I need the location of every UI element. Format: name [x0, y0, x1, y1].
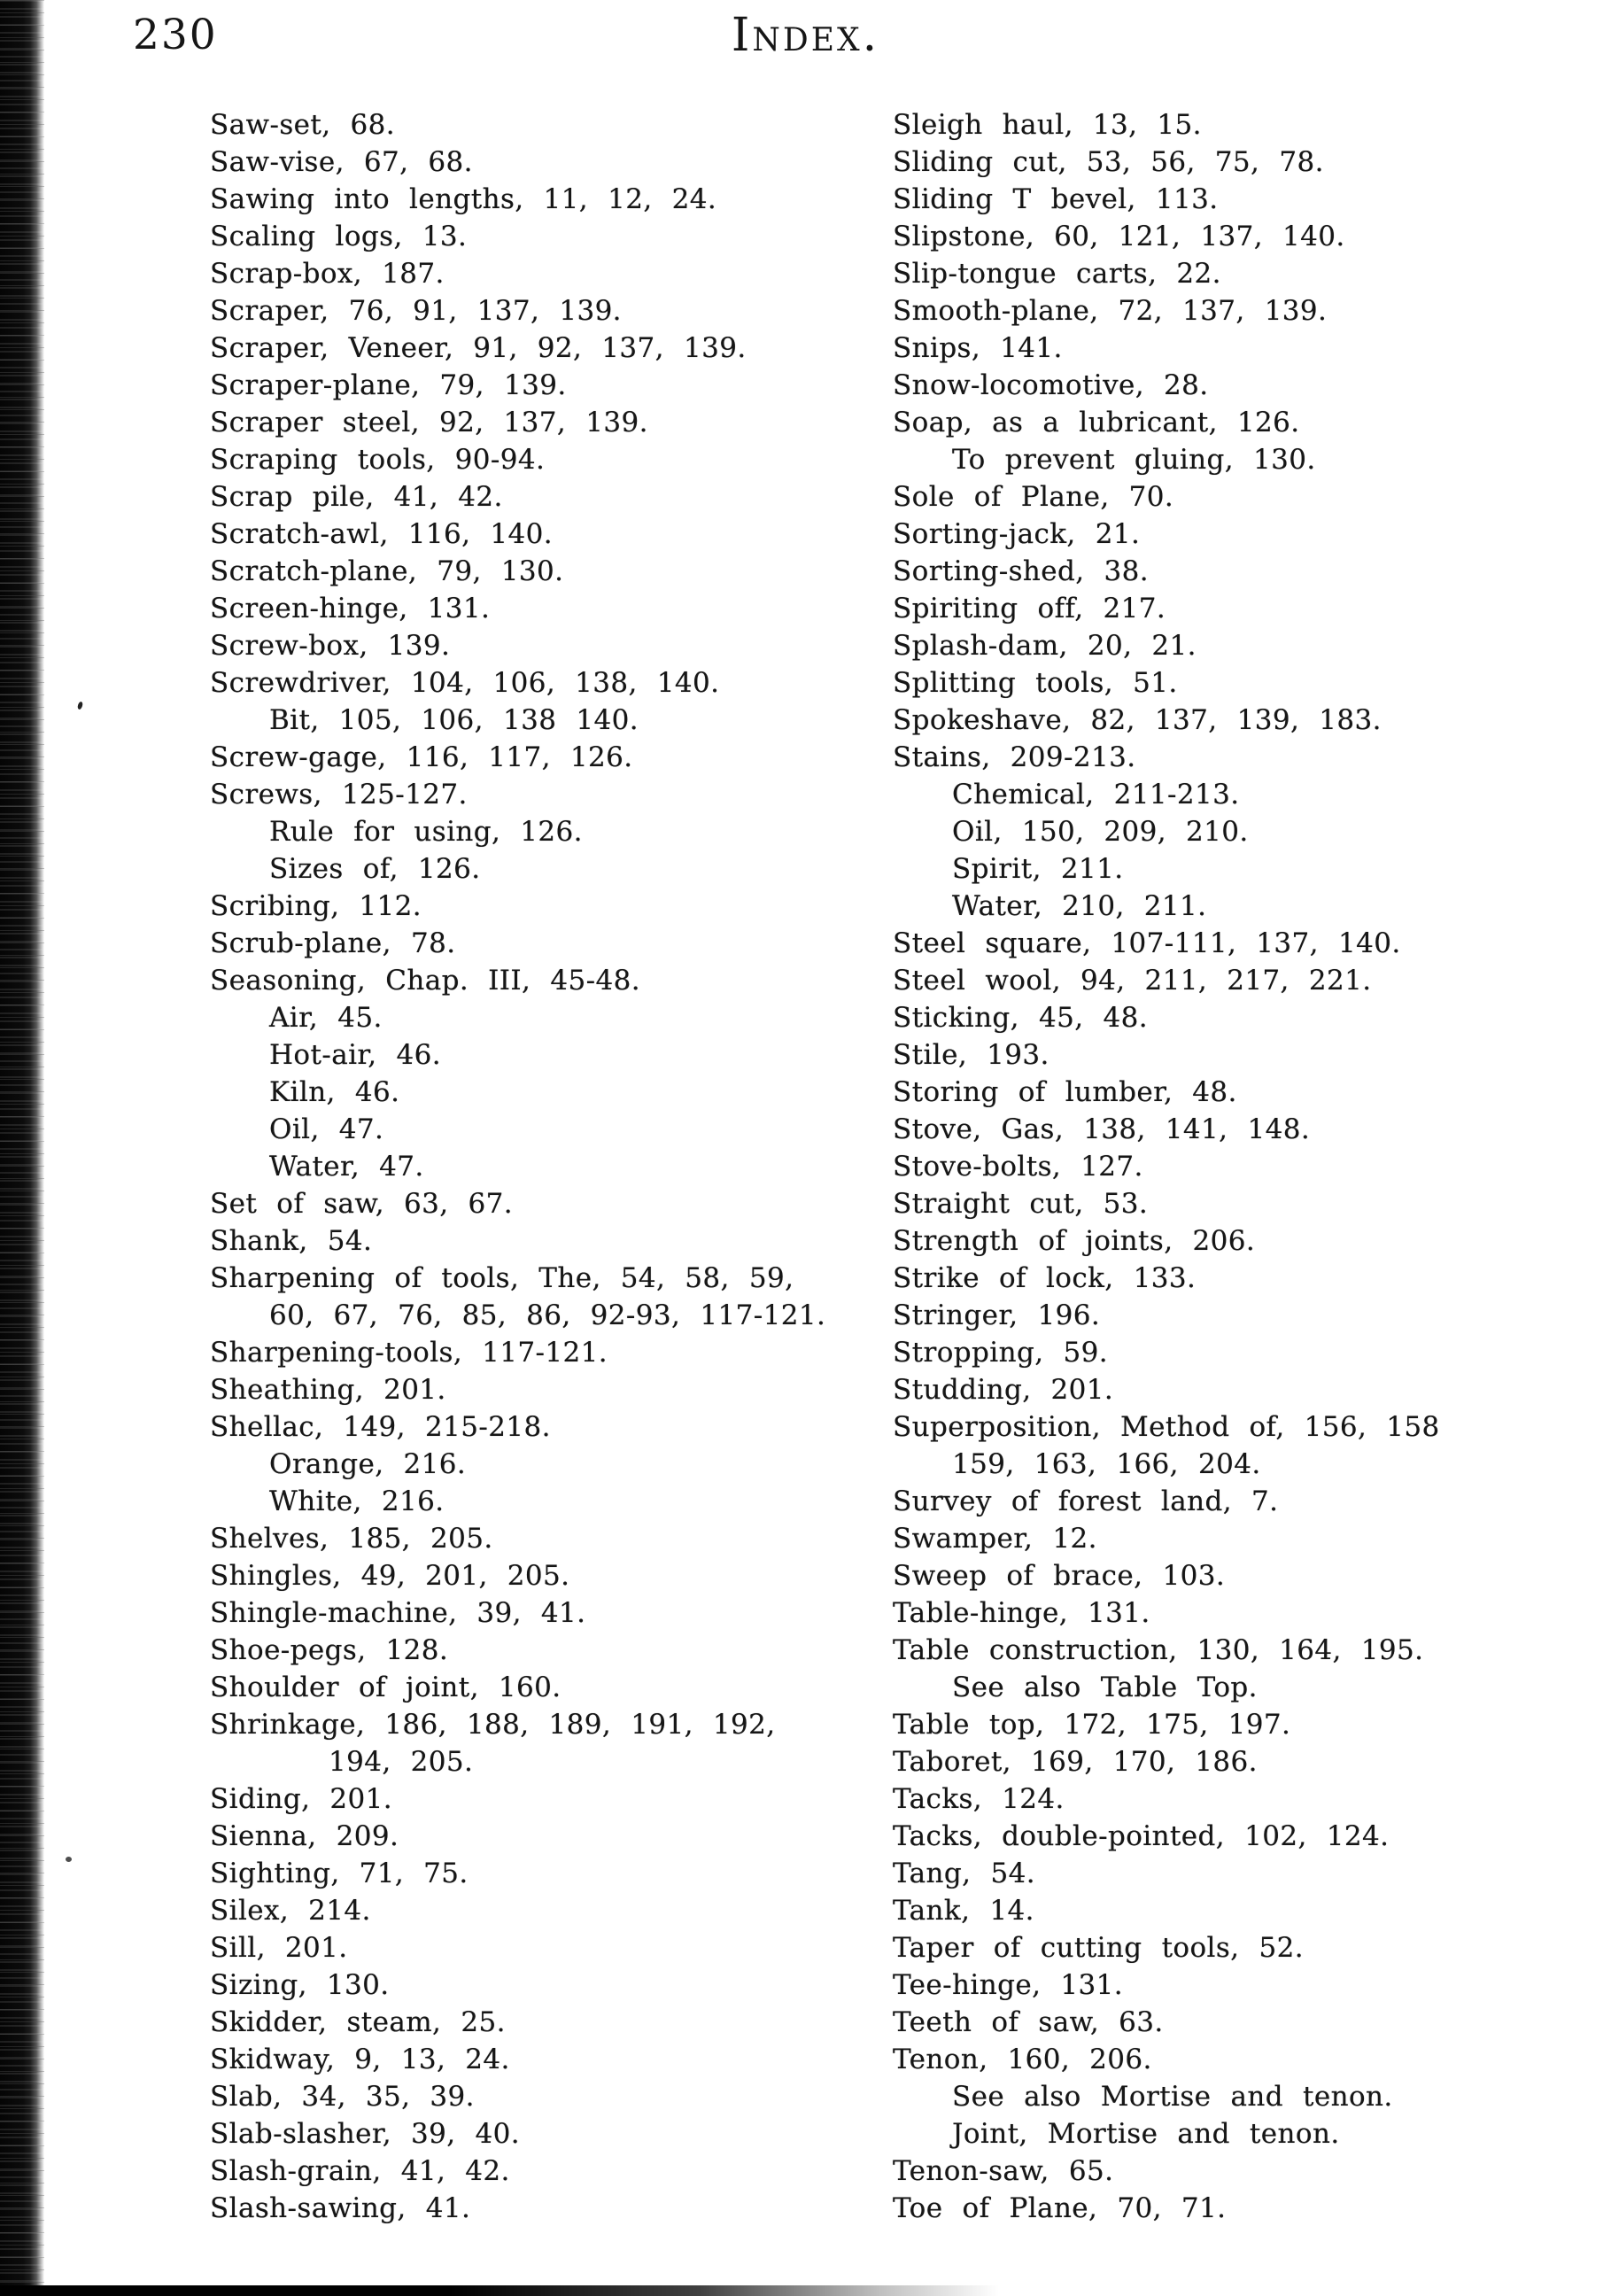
- index-entry: Sorting-jack, 21.: [893, 518, 1141, 550]
- index-entry: Sorting-shed, 38.: [893, 555, 1150, 587]
- page-title: Index.: [731, 9, 880, 62]
- index-entry: 159, 163, 166, 204.: [952, 1448, 1261, 1480]
- index-columns: [210, 106, 1576, 2227]
- index-entry: Splitting tools, 51.: [893, 667, 1178, 699]
- index-entry: Skidder, steam, 25.: [210, 2006, 506, 2038]
- index-entry: Soap, as a lubricant, 126.: [893, 407, 1300, 438]
- index-entry: Screwdriver, 104, 106, 138, 140.: [210, 667, 720, 699]
- index-entry: Scribing, 112.: [210, 890, 422, 922]
- index-entry: Water, 210, 211.: [952, 890, 1207, 922]
- index-entry: Survey of forest land, 7.: [893, 1485, 1279, 1517]
- index-entry: Steel wool, 94, 211, 217, 221.: [893, 965, 1372, 997]
- index-entry: Slash-sawing, 41.: [210, 2192, 471, 2224]
- index-entry: Sticking, 45, 48.: [893, 1002, 1149, 1034]
- index-entry: Storing of lumber, 48.: [893, 1076, 1237, 1108]
- index-entry: Teeth of saw, 63.: [893, 2006, 1164, 2038]
- index-entry: Tee-hinge, 131.: [893, 1969, 1123, 2001]
- index-entry: Sliding cut, 53, 56, 75, 78.: [893, 146, 1324, 178]
- index-entry: Seasoning, Chap. III, 45-48.: [210, 965, 640, 997]
- index-entry: Scrub-plane, 78.: [210, 927, 456, 959]
- index-entry: Orange, 216.: [269, 1448, 467, 1480]
- index-entry: See also Table Top.: [952, 1672, 1258, 1703]
- index-entry: Scratch-plane, 79, 130.: [210, 555, 564, 587]
- index-entry: Taboret, 169, 170, 186.: [893, 1746, 1258, 1778]
- index-entry: Tacks, 124.: [893, 1783, 1065, 1815]
- index-entry: Sole of Plane, 70.: [893, 481, 1174, 513]
- index-entry: Scaling logs, 13.: [210, 221, 468, 252]
- index-entry: Sliding T bevel, 113.: [893, 183, 1219, 215]
- index-entry: Swamper, 12.: [893, 1523, 1097, 1555]
- index-entry: Scratch-awl, 116, 140.: [210, 518, 554, 550]
- index-entry: Spirit, 211.: [952, 853, 1124, 885]
- index-entry: Snow-locomotive, 28.: [893, 369, 1209, 401]
- index-entry: To prevent gluing, 130.: [952, 444, 1316, 476]
- index-entry: Bit, 105, 106, 138 140.: [269, 704, 639, 736]
- index-entry: Scraper, 76, 91, 137, 139.: [210, 295, 622, 327]
- index-entry: Steel square, 107-111, 137, 140.: [893, 927, 1401, 959]
- index-entry: Table construction, 130, 164, 195.: [893, 1634, 1424, 1666]
- index-entry: Taper of cutting tools, 52.: [893, 1932, 1304, 1964]
- index-entry: Shingle-machine, 39, 41.: [210, 1597, 586, 1629]
- index-entry: Sienna, 209.: [210, 1820, 399, 1852]
- index-entry: Rule for using, 126.: [269, 816, 583, 848]
- index-entry: Slip-tongue carts, 22.: [893, 258, 1221, 290]
- index-entry: Shank, 54.: [210, 1225, 373, 1257]
- index-entry: Set of saw, 63, 67.: [210, 1188, 514, 1220]
- index-entry: Slash-grain, 41, 42.: [210, 2155, 510, 2187]
- index-entry: Straight cut, 53.: [893, 1188, 1149, 1220]
- index-entry: Sheathing, 201.: [210, 1374, 446, 1406]
- index-entry: Tank, 14.: [893, 1895, 1034, 1927]
- index-entry: Scrap pile, 41, 42.: [210, 481, 503, 513]
- index-entry: Slab-slasher, 39, 40.: [210, 2118, 521, 2150]
- index-entry: Shrinkage, 186, 188, 189, 191, 192,: [210, 1709, 776, 1741]
- index-entry: Silex, 214.: [210, 1895, 371, 1927]
- index-entry: White, 216.: [269, 1485, 445, 1517]
- index-entry: Joint, Mortise and tenon.: [952, 2118, 1340, 2150]
- index-entry: Sharpening-tools, 117-121.: [210, 1337, 608, 1369]
- index-entry: Screw-gage, 116, 117, 126.: [210, 741, 633, 773]
- index-entry: Skidway, 9, 13, 24.: [210, 2044, 510, 2075]
- index-entry: Strength of joints, 206.: [893, 1225, 1256, 1257]
- index-entry: Stropping, 59.: [893, 1337, 1108, 1369]
- index-entry: Sighting, 71, 75.: [210, 1858, 469, 1889]
- index-entry: Oil, 47.: [269, 1113, 384, 1145]
- index-entry: Scraping tools, 90-94.: [210, 444, 546, 476]
- index-entry: Sizing, 130.: [210, 1969, 390, 2001]
- index-entry: Superposition, Method of, 156, 158: [893, 1411, 1440, 1443]
- index-entry: Stringer, 196.: [893, 1299, 1101, 1331]
- index-entry: Saw-set, 68.: [210, 109, 396, 141]
- index-entry: Sill, 201.: [210, 1932, 348, 1964]
- scan-artifact: [77, 701, 84, 710]
- index-entry: Stove, Gas, 138, 141, 148.: [893, 1113, 1311, 1145]
- index-entry: Splash-dam, 20, 21.: [893, 630, 1197, 662]
- page-bottom-shadow: [0, 2285, 999, 2296]
- index-entry: Toe of Plane, 70, 71.: [893, 2192, 1227, 2224]
- index-entry: Screws, 125-127.: [210, 779, 468, 811]
- index-entry: Hot-air, 46.: [269, 1039, 442, 1071]
- index-entry: Kiln, 46.: [269, 1076, 400, 1108]
- index-entry: Sizes of, 126.: [269, 853, 481, 885]
- index-entry: Tang, 54.: [893, 1858, 1035, 1889]
- index-entry: Sleigh haul, 13, 15.: [893, 109, 1202, 141]
- index-entry: Stove-bolts, 127.: [893, 1151, 1143, 1183]
- index-entry: Stains, 209-213.: [893, 741, 1136, 773]
- index-entry: Tenon, 160, 206.: [893, 2044, 1152, 2075]
- index-entry: Scraper, Veneer, 91, 92, 137, 139.: [210, 332, 747, 364]
- index-entry: Tacks, double-pointed, 102, 124.: [893, 1820, 1390, 1852]
- index-entry: Stile, 193.: [893, 1039, 1049, 1071]
- page-number: 230: [133, 11, 218, 59]
- index-entry: Sharpening of tools, The, 54, 58, 59,: [210, 1262, 794, 1294]
- index-entry: 60, 67, 76, 85, 86, 92-93, 117-121.: [269, 1299, 826, 1331]
- index-entry: Shingles, 49, 201, 205.: [210, 1560, 570, 1592]
- index-entry: Shelves, 185, 205.: [210, 1523, 493, 1555]
- index-entry: Tenon-saw, 65.: [893, 2155, 1114, 2187]
- book-binding-edge: [0, 0, 44, 2296]
- index-entry: Studding, 201.: [893, 1374, 1114, 1406]
- index-entry: Siding, 201.: [210, 1783, 393, 1815]
- index-entry: Scraper steel, 92, 137, 139.: [210, 407, 648, 438]
- index-entry: Smooth-plane, 72, 137, 139.: [893, 295, 1328, 327]
- index-entry: Screw-box, 139.: [210, 630, 451, 662]
- index-entry: Saw-vise, 67, 68.: [210, 146, 473, 178]
- index-entry: Scrap-box, 187.: [210, 258, 445, 290]
- index-entry: Snips, 141.: [893, 332, 1063, 364]
- page-header: [0, 9, 1611, 80]
- index-entry: Oil, 150, 209, 210.: [952, 816, 1249, 848]
- index-entry: Spokeshave, 82, 137, 139, 183.: [893, 704, 1382, 736]
- index-entry: Air, 45.: [269, 1002, 383, 1034]
- index-entry: Shellac, 149, 215-218.: [210, 1411, 551, 1443]
- scan-artifact: [66, 1857, 72, 1862]
- index-entry: Shoe-pegs, 128.: [210, 1634, 449, 1666]
- index-entry: See also Mortise and tenon.: [952, 2081, 1393, 2113]
- index-entry: Table top, 172, 175, 197.: [893, 1709, 1291, 1741]
- index-entry: Scraper-plane, 79, 139.: [210, 369, 567, 401]
- index-entry: Screen-hinge, 131.: [210, 593, 491, 624]
- index-entry: Slipstone, 60, 121, 137, 140.: [893, 221, 1345, 252]
- index-entry: Sweep of brace, 103.: [893, 1560, 1226, 1592]
- index-entry: Table-hinge, 131.: [893, 1597, 1150, 1629]
- index-entry: Water, 47.: [269, 1151, 424, 1183]
- index-entry: Shoulder of joint, 160.: [210, 1672, 562, 1703]
- index-entry: Spiriting off, 217.: [893, 593, 1166, 624]
- index-entry: Chemical, 211-213.: [952, 779, 1240, 811]
- index-entry: Slab, 34, 35, 39.: [210, 2081, 475, 2113]
- index-entry: Sawing into lengths, 11, 12, 24.: [210, 183, 717, 215]
- index-column-left: [210, 106, 893, 2227]
- index-column-right: [893, 106, 1576, 2227]
- index-entry: Strike of lock, 133.: [893, 1262, 1197, 1294]
- index-entry: 194, 205.: [329, 1746, 474, 1778]
